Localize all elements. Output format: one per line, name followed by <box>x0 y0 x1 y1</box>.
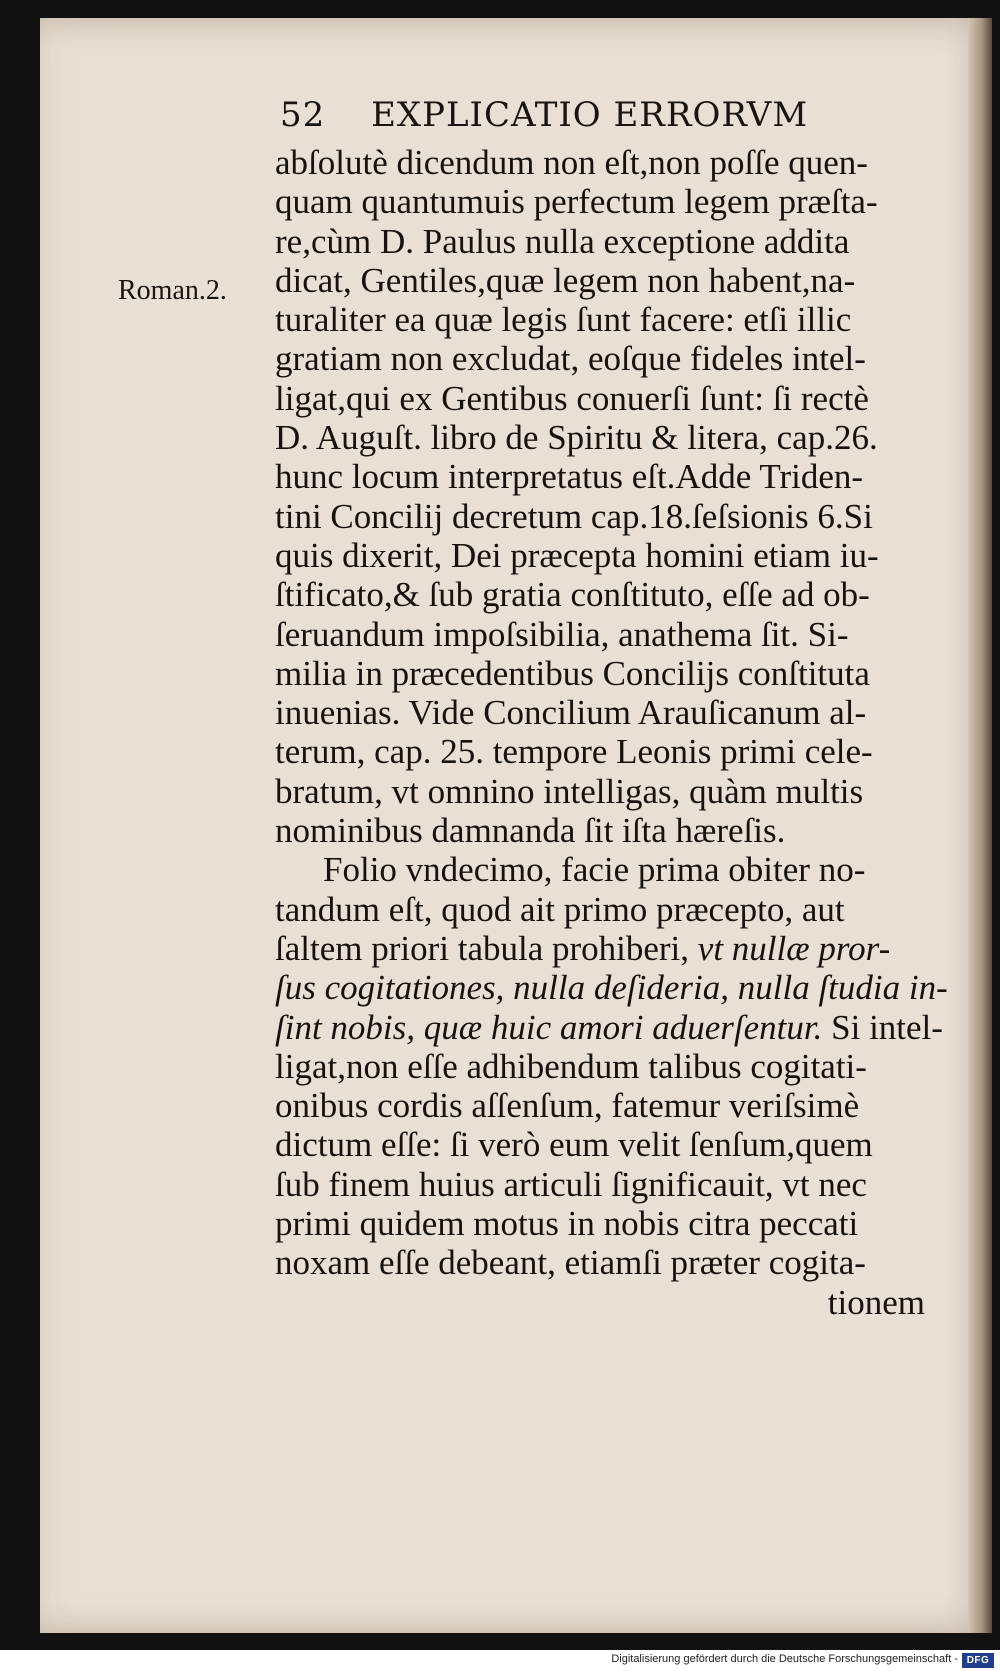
text-line: abſolutè dicendum non eſt,non poſſe quen- <box>275 143 868 182</box>
text-line: ſub finem huius articuli ſignificauit, vt nec <box>275 1164 867 1204</box>
marginal-reference: Roman.2. <box>118 275 227 306</box>
text-line: hunc locum interpretatus eſt.Adde Triden- <box>275 457 864 497</box>
dfg-logo: DFG <box>962 1653 994 1668</box>
text-line: primi quidem motus in nobis citra peccati <box>275 1204 859 1244</box>
italic-span: ſint nobis, quæ huic amori aduerſentur. <box>275 1007 823 1047</box>
text-line <box>275 929 925 968</box>
text-line: nominibus damnanda ſit iſta hæreſis. <box>275 811 786 851</box>
text-line: ligat,qui ex Gentibus conuerſi ſunt: ſi rectè <box>275 378 869 418</box>
footer-bar <box>0 1650 1000 1671</box>
roman-span: Si intel- <box>822 1007 943 1047</box>
funding-credit: Digitalisierung gefördert durch die Deutsche Forschungsgemeinschaft - <box>611 1653 958 1665</box>
running-header <box>280 95 808 135</box>
text-line <box>275 1007 943 1047</box>
roman-span: ſaltem priori tabula prohiberi, <box>275 928 698 968</box>
italic-span: vt nullæ pror- <box>697 928 891 968</box>
text-line: gratiam non excludat, eoſque fideles intel- <box>275 339 866 379</box>
body-text <box>275 143 948 1322</box>
text-line: terum, cap. 25. tempore Leonis primi cele- <box>275 732 873 772</box>
running-title: EXPLICATIO ERRORVM <box>371 95 809 135</box>
page-edge-shadow <box>968 18 992 1633</box>
text-line: turaliter ea quæ legis ſunt facere: etſi illic <box>275 300 852 340</box>
text-line: dictum eſſe: ſi verò eum velit ſenſum,quem <box>275 1125 873 1165</box>
text-line: noxam eſſe debeant, etiamſi præter cogita- <box>275 1243 866 1283</box>
text-line: bratum, vt omnino intelligas, quàm multis <box>275 771 864 811</box>
text-line: ligat,non eſſe adhibendum talibus cogitati- <box>275 1046 867 1086</box>
text-line: milia in præcedentibus Concilijs conſtituta <box>275 653 870 693</box>
text-line: tandum eſt, quod ait primo præcepto, aut <box>275 889 845 929</box>
text-line: tini Concilij decretum cap.18.ſeſsionis 6.Si <box>275 496 873 536</box>
text-line: dicat, Gentiles,quæ legem non habent,na- <box>275 260 856 300</box>
text-line: inuenias. Vide Concilium Arauſicanum al- <box>275 693 867 733</box>
text-line: re,cùm D. Paulus nulla exceptione addita <box>275 221 850 261</box>
text-line: ſeruandum impoſsibilia, anathema ſit. Si- <box>275 614 849 654</box>
text-line: tionem <box>827 1282 925 1322</box>
text-line: Folio vndecimo, facie prima obiter no- <box>323 850 866 890</box>
text-line: onibus cordis aſſenſum, fatemur veriſsimè <box>275 1086 860 1126</box>
page-number: 52 <box>280 95 326 135</box>
text-line: D. Auguſt. libro de Spiritu & litera, cap.26. <box>275 418 878 458</box>
text-line: quis dixerit, Dei præcepta homini etiam iu- <box>275 535 879 575</box>
text-line: quam quantumuis perfectum legem præſta- <box>275 182 878 222</box>
text-line: ſus cogitationes, nulla deſideria, nulla ſtudia in- <box>275 968 948 1008</box>
text-line: ſtificato,& ſub gratia conſtituto, eſſe ad ob- <box>275 575 870 615</box>
